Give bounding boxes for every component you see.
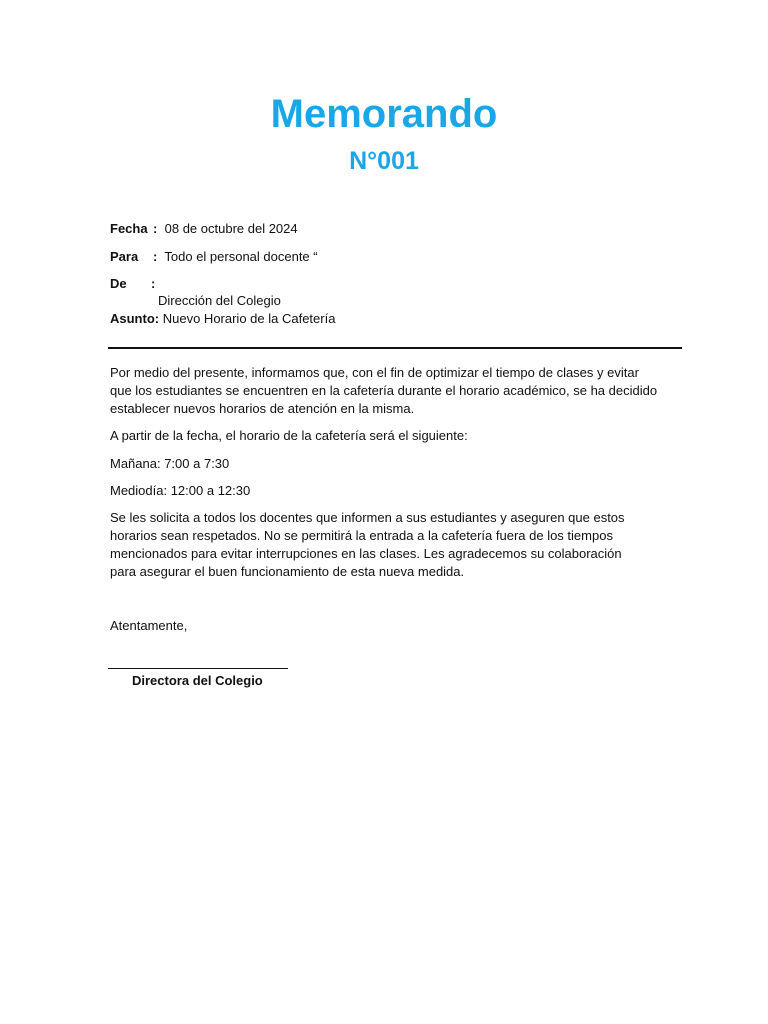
field-para-colon: : [153,249,158,264]
field-asunto-value: Nuevo Horario de la Cafetería [162,311,336,326]
signer-title: Directora del Colegio [132,673,263,688]
memo-number: N°001 [349,147,419,175]
field-de-label: De [110,276,127,291]
body-paragraph-request: Se les solicita a todos los docentes que informen a sus estudiantes y aseguren que estos horarios sean respetados. No se permitirá la entrada a la cafetería fuera de los tiempos mencionados para evitar interrupciones en las clases. Les agradecemos su colaboración para asegurar el buen funcionamiento de esta nueva medida. [110,510,625,579]
schedule-midday: Mediodía: 12:00 a 12:30 [110,483,251,498]
field-fecha-label: Fecha [110,221,148,236]
field-para-label: Para [110,249,139,264]
field-de [110,275,155,293]
field-asunto-label: Asunto: [110,311,160,326]
body-paragraph-schedule-intro: A partir de la fecha, el horario de la cafetería será el siguiente: [110,428,468,443]
field-de-colon: : [151,276,156,291]
field-fecha-colon: : [153,221,158,236]
schedule-morning: Mañana: 7:00 a 7:30 [110,456,230,471]
field-fecha-value: 08 de octubre del 2024 [164,221,298,236]
signature-line [108,668,288,669]
body-paragraph-intro: Por medio del presente, informamos que, con el fin de optimizar el tiempo de clases y evitar que los estudiantes se encuentren en la cafetería durante el horario académico, se ha decidido establecer nuevos horarios de atención en la misma. [110,365,658,416]
field-de-value: Dirección del Colegio [158,293,281,308]
closing-salutation: Atentamente, [110,618,188,633]
field-asunto [110,310,335,328]
field-para-value: Todo el personal docente “ [164,249,318,264]
field-fecha [110,220,298,238]
field-para [110,248,318,266]
header-divider [108,347,682,349]
memo-title: Memorando [270,92,498,136]
